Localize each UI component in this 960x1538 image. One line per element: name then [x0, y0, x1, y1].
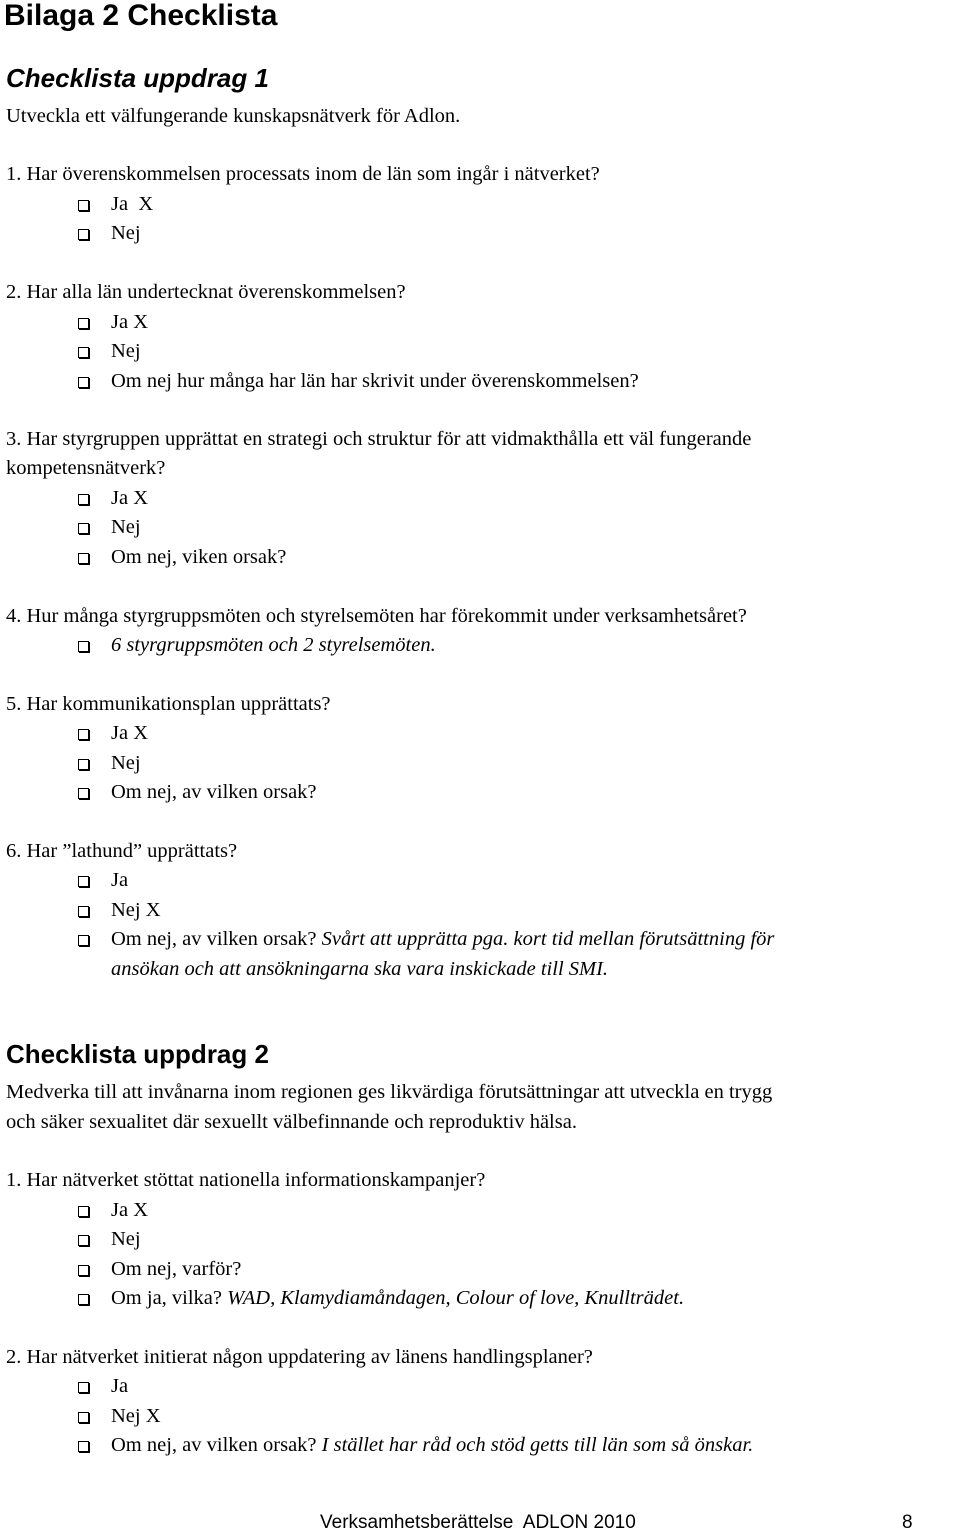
checkbox-icon[interactable]: [78, 876, 89, 887]
checkbox-icon[interactable]: [78, 759, 89, 770]
s1-q1-option-nej[interactable]: [78, 219, 141, 249]
s1-q1-question: 1. Har överenskommelsen processats inom de län som ingår i nätverket?: [6, 163, 600, 185]
s1-q2-option-nej[interactable]: [78, 337, 141, 367]
option-label: Ja X: [111, 1199, 149, 1221]
option-label: Om nej, varför?: [111, 1258, 242, 1280]
s1-q4-option-answer[interactable]: [78, 631, 436, 661]
checkbox-icon[interactable]: [78, 553, 89, 564]
option-label: Nej: [111, 1228, 141, 1250]
page-number: 8: [902, 1512, 913, 1533]
s2-q1-option-om-ja[interactable]: [78, 1284, 684, 1314]
section1-intro: Utveckla ett välfungerande kunskapsnätverk för Adlon.: [6, 105, 461, 127]
option-label: Om nej, av vilken orsak?: [111, 928, 322, 950]
s1-q6-option-ja[interactable]: [78, 866, 128, 896]
option-label: Nej X: [111, 899, 161, 921]
s1-q6-option-nej[interactable]: [78, 896, 161, 926]
page-footer: [320, 1508, 920, 1538]
s1-q6-question: 6. Har ”lathund” upprättats?: [6, 840, 238, 862]
s1-q5-option-om-nej[interactable]: [78, 778, 317, 808]
s1-q1-option-ja[interactable]: [78, 190, 153, 220]
option-label: Om nej, av vilken orsak?: [111, 1434, 322, 1456]
option-label: Nej: [111, 340, 141, 362]
option-label: Ja X: [111, 193, 154, 215]
footer-text: Verksamhetsberättelse ADLON 2010: [320, 1512, 636, 1533]
checkbox-icon[interactable]: [78, 1294, 89, 1305]
option-answer: WAD, Klamydiamåndagen, Colour of love, Knullträdet.: [227, 1287, 685, 1309]
s2-q1-option-om-nej[interactable]: [78, 1255, 241, 1285]
checkbox-icon[interactable]: [78, 1441, 89, 1452]
s2-q2-option-nej[interactable]: [78, 1402, 161, 1432]
s1-q3-question-line1: 3. Har styrgruppen upprättat en strategi och struktur för att vidmakthålla ett väl fungerande: [6, 428, 752, 450]
option-label: 6 styrgruppsmöten och 2 styrelsemöten.: [111, 634, 436, 656]
option-label: Ja X: [111, 487, 149, 509]
checkbox-icon[interactable]: [78, 641, 89, 652]
s1-q4-question: 4. Hur många styrgruppsmöten och styrelsemöten har förekommit under verksamhetsåret?: [6, 605, 747, 627]
checkbox-icon[interactable]: [78, 377, 89, 388]
section2-intro-line1: Medverka till att invånarna inom regionen ges likvärdiga förutsättningar att utveckla en trygg: [6, 1081, 773, 1103]
section1-heading: Checklista uppdrag 1: [6, 63, 269, 93]
checkbox-icon[interactable]: [78, 494, 89, 505]
s1-q6-option-om-nej[interactable]: [78, 925, 774, 955]
option-label: Nej: [111, 752, 141, 774]
checkbox-icon[interactable]: [78, 1235, 89, 1246]
checkbox-icon[interactable]: [78, 200, 89, 211]
s1-q3-option-ja[interactable]: [78, 484, 148, 514]
s2-q1-option-ja[interactable]: [78, 1196, 148, 1226]
option-answer: Svårt att upprätta pga. kort tid mellan förutsättning för: [321, 928, 775, 950]
s1-q5-option-ja[interactable]: [78, 719, 148, 749]
option-label: Om nej, viken orsak?: [111, 546, 287, 568]
s2-q2-option-om-nej[interactable]: [78, 1431, 753, 1461]
option-label: Ja: [111, 869, 129, 891]
s2-q1-question: 1. Har nätverket stöttat nationella informationskampanjer?: [6, 1169, 486, 1191]
checkbox-icon[interactable]: [78, 1382, 89, 1393]
checkbox-icon[interactable]: [78, 935, 89, 946]
option-label: Om ja, vilka?: [111, 1287, 228, 1309]
option-label: Ja: [111, 1375, 129, 1397]
section2-heading: Checklista uppdrag 2: [6, 1039, 269, 1069]
s2-q2-option-ja[interactable]: [78, 1372, 128, 1402]
checkbox-icon[interactable]: [78, 523, 89, 534]
section2-intro-line2: och säker sexualitet där sexuellt välbefinnande och reproduktiv hälsa.: [6, 1111, 577, 1133]
checkbox-icon[interactable]: [78, 906, 89, 917]
option-label: Nej: [111, 222, 141, 244]
checkbox-icon[interactable]: [78, 1412, 89, 1423]
s1-q5-option-nej[interactable]: [78, 749, 141, 779]
s1-q3-option-nej[interactable]: [78, 513, 141, 543]
s1-q5-question: 5. Har kommunikationsplan upprättats?: [6, 693, 331, 715]
option-label: Om nej hur många har län har skrivit under överenskommelsen?: [111, 370, 639, 392]
checkbox-icon[interactable]: [78, 1206, 89, 1217]
checkbox-icon[interactable]: [78, 729, 89, 740]
option-label: Nej X: [111, 1405, 161, 1427]
s1-q2-option-om-nej[interactable]: [78, 367, 639, 397]
checkbox-icon[interactable]: [78, 229, 89, 240]
option-answer: I stället har råd och stöd getts till län som så önskar.: [321, 1434, 754, 1456]
checkbox-icon[interactable]: [78, 1265, 89, 1276]
s1-q2-question: 2. Har alla län undertecknat överenskommelsen?: [6, 281, 406, 303]
checkbox-icon[interactable]: [78, 347, 89, 358]
s2-q1-option-nej[interactable]: [78, 1225, 141, 1255]
page-title: Bilaga 2 Checklista: [4, 0, 278, 32]
option-label: Ja X: [111, 722, 149, 744]
option-label: Ja X: [111, 311, 149, 333]
checkbox-icon[interactable]: [78, 788, 89, 799]
checkbox-icon[interactable]: [78, 318, 89, 329]
s1-q2-option-ja[interactable]: [78, 308, 148, 338]
option-label: Nej: [111, 516, 141, 538]
option-label: Om nej, av vilken orsak?: [111, 781, 317, 803]
s1-q3-question-line2: kompetensnätverk?: [6, 457, 166, 479]
s2-q2-question: 2. Har nätverket initierat någon uppdatering av länens handlingsplaner?: [6, 1346, 593, 1368]
s1-q3-option-om-nej[interactable]: [78, 543, 286, 573]
s1-q6-answer-continuation: ansökan och att ansökningarna ska vara inskickade till SMI.: [111, 958, 609, 980]
